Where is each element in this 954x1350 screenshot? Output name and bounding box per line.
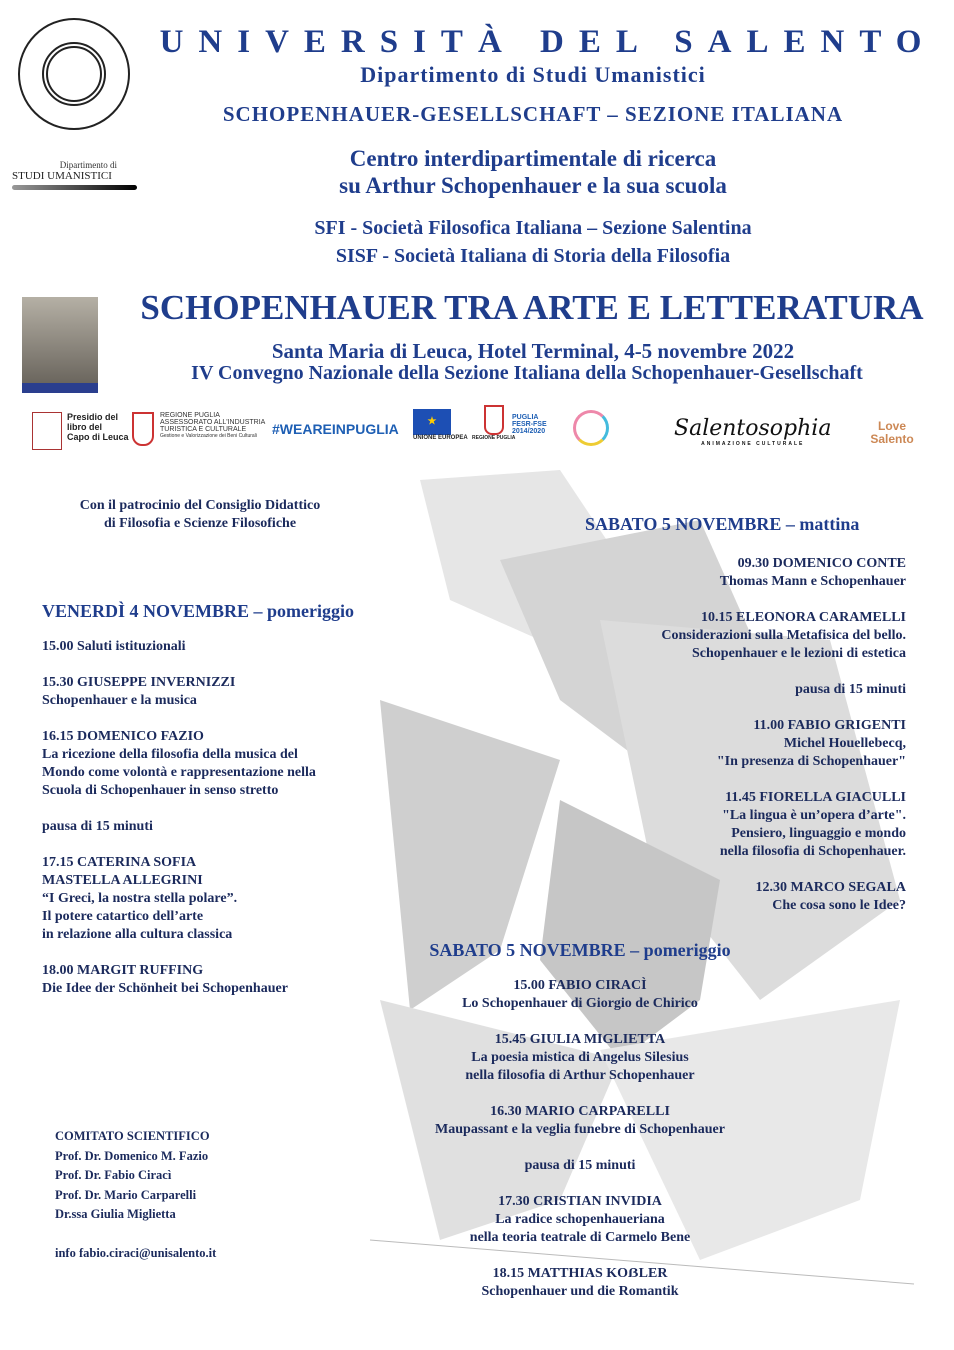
saturday-afternoon-program (380, 940, 780, 1319)
program-item (560, 555, 906, 591)
program-item-time-speaker: 15.00 FABIO CIRACÌ (513, 978, 647, 993)
popuglia-line: 2014/2020 (512, 428, 546, 435)
presidio-line: libro del (67, 422, 103, 432)
centro-line: su Arthur Schopenhauer e la sua scuola (339, 173, 727, 198)
program-item-time-speaker: 12.30 MARCO SEGALA (755, 880, 906, 895)
presidio-logo (32, 412, 129, 450)
regione-line: Gestione e Valorizzazione dei Beni Culturali (160, 433, 257, 439)
program-item-time-speaker: 15.30 GIUSEPPE INVERNIZZI (42, 675, 236, 690)
patrocinio-line: di Filosofia e Scienze Filosofiche (103, 516, 297, 531)
program-item-time-speaker: 18.00 MARGIT RUFFING (42, 963, 204, 978)
program-item-time-speaker: 17.15 CATERINA SOFIA (42, 855, 197, 870)
program-item-talk: Schopenhauer e la musica (42, 693, 197, 708)
program-item (380, 1103, 780, 1139)
program-item (42, 674, 442, 710)
program-item-time-speaker: pausa di 15 minuti (524, 1158, 636, 1173)
program-item-time-speaker: pausa di 15 minuti (42, 819, 153, 834)
weareinpuglia-logo: #WEAREINPUGLIA (272, 421, 399, 437)
department-name: Dipartimento di Studi Umanistici (360, 62, 706, 87)
popuglia-logo (512, 414, 547, 435)
program-item-talk: MASTELLA ALLEGRINI (42, 873, 203, 888)
society-name: SCHOPENHAUER-GESELLSCHAFT – SEZIONE ITALIANA (222, 102, 844, 126)
program-item-time-speaker: 09.30 DOMENICO CONTE (737, 556, 906, 571)
program-item-time-speaker: 15.00 Saluti istituzionali (42, 639, 186, 654)
program-item-time-speaker: 11.00 FABIO GRIGENTI (753, 718, 906, 733)
regione2-label: REGIONE PUGLIA (472, 435, 516, 441)
comitato-member: Prof. Dr. Fabio Ciracì (55, 1168, 172, 1182)
eu-label: UNIONE EUROPEA (413, 435, 468, 441)
program-item-talk: Considerazioni sulla Metafisica del bello. (661, 628, 906, 643)
friday-title: VENERDÌ 4 NOVEMBRE – pomeriggio (42, 601, 355, 621)
salentosophia-text: Salentosophia (674, 416, 832, 441)
program-item-time-speaker: 10.15 ELEONORA CARAMELLI (701, 610, 906, 625)
comitato-member: Prof. Dr. Mario Carparelli (55, 1187, 197, 1202)
sfi-line: SFI - Società Filosofica Italiana – Sezione Salentina (314, 217, 752, 239)
eu-logo: ★ UNIONE EUROPEA (413, 409, 468, 441)
program-item-talk: nella filosofia di Arthur Schopenhauer (465, 1068, 695, 1083)
comitato-title: COMITATO SCIENTIFICO (55, 1129, 210, 1143)
program-item-talk: Schopenhauer e le lezioni di estetica (692, 646, 906, 661)
program-item-time-speaker: 11.45 FIORELLA GIACULLI (725, 790, 906, 805)
centro-line: Centro interdipartimentale di ricerca (349, 146, 717, 171)
program-item-talk: Maupassant e la veglia funebre di Schopenhauer (435, 1122, 725, 1137)
program-item-talk: La radice schopenhaueriana (495, 1212, 665, 1227)
regione-puglia-logo-2 (472, 405, 515, 441)
schopenhauer-portrait (22, 297, 98, 393)
program-item-talk: Il potere catartico dell’arte (42, 909, 204, 924)
program-item (560, 789, 906, 861)
program-item-talk: Mondo come volontà e rappresentazione nella (42, 765, 316, 780)
program-item-talk: nella filosofia di Schopenhauer. (719, 844, 906, 859)
saturday-afternoon-title: SABATO 5 NOVEMBRE – pomeriggio (429, 940, 731, 960)
program-item (560, 717, 906, 771)
regione-line: REGIONE PUGLIA (160, 412, 220, 419)
conference-place: Santa Maria di Leuca, Hotel Terminal, 4-5 novembre 2022 (271, 339, 795, 363)
contact-email[interactable]: info fabio.ciraci@unisalento.it (55, 1245, 217, 1260)
salentosophia-sub: ANIMAZIONE CULTURALE (701, 441, 805, 447)
program-item-talk: "In presenza di Schopenhauer" (716, 754, 906, 769)
regione-line: TURISTICA E CULTURALE (160, 426, 247, 433)
salentosophia-logo (674, 416, 831, 447)
centro-name (120, 145, 946, 199)
program-item-talk: "La lingua è un’opera d’arte". (722, 808, 906, 823)
program-item-time-speaker: pausa di 15 minuti (795, 682, 906, 697)
program-item (42, 854, 442, 944)
patrocinio (40, 497, 360, 533)
program-item (560, 879, 906, 915)
program-item-talk: Pensiero, linguaggio e mondo (731, 826, 906, 841)
university-name: UNIVERSITÀ DEL SALENTO (159, 24, 937, 60)
love-salento-logo: Love Salento (870, 419, 914, 446)
presidio-line: Capo di Leuca (67, 432, 129, 442)
dept-logo-big: STUDI UMANISTICI (12, 170, 112, 182)
patrocinio-line: Con il patrocinio del Consiglio Didattico (79, 498, 321, 513)
program-item (560, 609, 906, 663)
program-item-time-speaker: 18.15 MATTHIAS KOẞLER (492, 1266, 668, 1281)
program-item-time-speaker: 15.45 GIULIA MIGLIETTA (494, 1032, 666, 1047)
saturday-morning-program (560, 514, 906, 933)
program-item-talk: Thomas Mann e Schopenhauer (719, 574, 906, 589)
program-item (380, 1157, 780, 1175)
regione-puglia-logo (132, 412, 265, 446)
saturday-morning-title: SABATO 5 NOVEMBRE – mattina (585, 514, 860, 534)
program-item-talk: “I Greci, la nostra stella polare”. (42, 891, 238, 906)
program-item-talk: nella teoria teatrale di Carmelo Bene (469, 1230, 691, 1245)
dept-logo (12, 160, 137, 190)
program-item-talk: in relazione alla cultura classica (42, 927, 233, 942)
program-item (42, 728, 442, 800)
program-item-time-speaker: 16.30 MARIO CARPARELLI (490, 1104, 670, 1119)
program-item-talk: La poesia mistica di Angelus Silesius (471, 1050, 689, 1065)
program-item (380, 1265, 780, 1301)
puglia365-logo (573, 410, 609, 446)
program-item (42, 818, 442, 836)
popuglia-line: FESR-FSE (512, 421, 547, 428)
conference-title: SCHOPENHAUER TRA ARTE E LETTERATURA (140, 288, 924, 327)
program-item-talk: Die Idee der Schönheit bei Schopenhauer (42, 981, 288, 996)
comitato-member: Prof. Dr. Domenico M. Fazio (55, 1148, 209, 1163)
program-item-time-speaker: 17.30 CRISTIAN INVIDIA (498, 1194, 662, 1209)
program-item-talk: Che cosa sono le Idee? (772, 898, 906, 913)
regione-line: ASSESSORATO ALL'INDUSTRIA (160, 419, 266, 426)
program-item-time-speaker: 16.15 DOMENICO FAZIO (42, 729, 204, 744)
program-item-talk: Lo Schopenhauer di Giorgio de Chirico (462, 996, 698, 1011)
university-seal-logo (18, 18, 130, 130)
program-item (380, 977, 780, 1013)
dept-logo-small: Dipartimento di (59, 160, 117, 170)
program-item-talk: Scuola di Schopenhauer in senso stretto (42, 783, 279, 798)
program-item (380, 1193, 780, 1247)
sisf-line: SISF - Società Italiana di Storia della Filosofia (335, 245, 731, 267)
popuglia-line: PUGLIA (512, 414, 539, 421)
program-item (380, 1031, 780, 1085)
program-item-talk: La ricezione della filosofia della musica del (42, 747, 298, 762)
program-item-talk: Michel Houellebecq, (783, 736, 906, 751)
program-item (42, 638, 442, 656)
program-item-talk: Schopenhauer und die Romantik (481, 1284, 679, 1299)
comitato-scientifico (55, 1127, 216, 1263)
conference-subtitle: IV Convegno Nazionale della Sezione Italiana della Schopenhauer-Gesellschaft (191, 362, 863, 384)
presidio-line: Presidio del (67, 412, 119, 422)
comitato-member: Dr.ssa Giulia Miglietta (55, 1207, 176, 1221)
program-item (560, 681, 906, 699)
